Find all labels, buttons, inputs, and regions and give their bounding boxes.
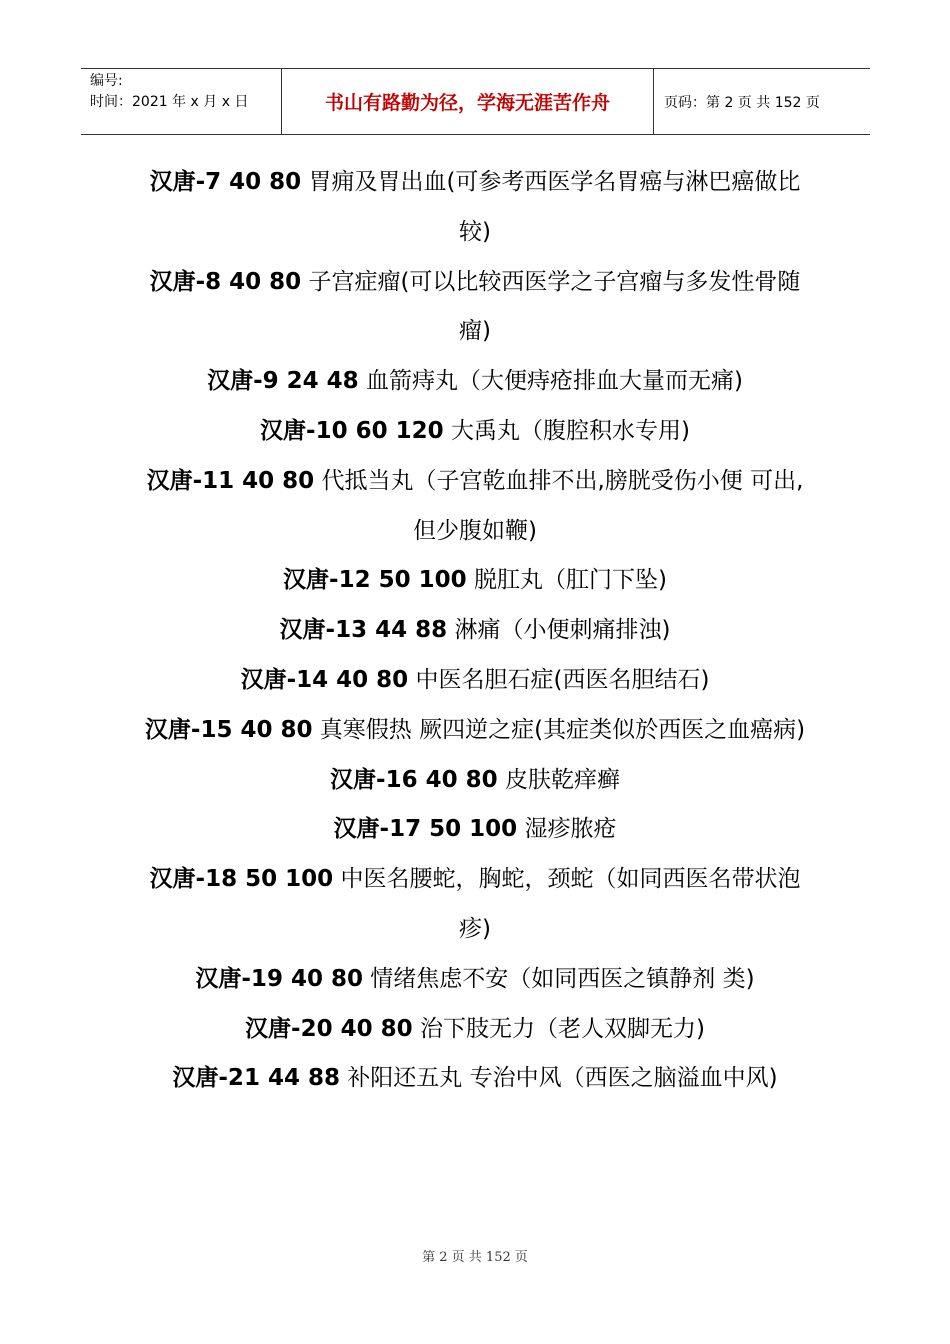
page-number-label: 页码：第 2 页 共 152 页 — [664, 94, 820, 111]
entry-item — [140, 855, 810, 955]
entry-item — [140, 357, 810, 407]
entry-code: 汉唐-7 40 80 — [149, 169, 302, 195]
entry-text: 补阳还五丸 专治中风（西医之脑溢血中风) — [339, 1065, 778, 1092]
entry-text: 代抵当丸（子宫乾血排不出,膀胱受伤小便 可出,但少腹如鞭) — [314, 467, 804, 544]
document-body — [140, 158, 810, 1104]
entry-code: 汉唐-11 40 80 — [146, 467, 315, 494]
entry-item — [140, 805, 810, 855]
entry-item — [140, 1054, 810, 1104]
entry-text: 治下肢无力（老人双脚无力) — [412, 1015, 705, 1042]
entry-code: 汉唐-18 50 100 — [149, 866, 334, 893]
entry-item — [140, 756, 810, 806]
motto-text: 书山有路勤为径，学海无涯苦作舟 — [324, 92, 610, 114]
header-page-cell — [654, 69, 870, 134]
entry-item — [140, 1005, 810, 1055]
entry-item — [140, 457, 810, 557]
entry-text: 血箭痔丸（大便痔疮排血大量而无痛) — [358, 368, 743, 395]
entry-text: 情绪焦虑不安（如同西医之镇静剂 类) — [362, 965, 755, 992]
entry-text: 皮肤乾痒癣 — [497, 766, 620, 793]
entry-text: 中医名腰蛇，胸蛇，颈蛇（如同西医名带状泡疹) — [333, 866, 801, 942]
entry-text: 胃痈及胃出血(可参考西医学名胃癌与淋巴癌做比较) — [301, 169, 801, 245]
serial-label: 编号: — [90, 73, 123, 89]
entry-code: 汉唐-12 50 100 — [283, 567, 467, 594]
entry-text: 湿疹脓疮 — [517, 816, 617, 843]
entry-code: 汉唐-16 40 80 — [330, 766, 498, 793]
entry-code: 汉唐-19 40 80 — [195, 965, 363, 992]
entry-text: 真寒假热 厥四逆之症(其症类似於西医之血癌病) — [312, 716, 806, 743]
page-header — [81, 68, 870, 135]
entry-text: 淋痛（小便刺痛排浊) — [447, 617, 671, 644]
entry-code: 汉唐-9 24 48 — [207, 368, 359, 395]
entry-text: 中医名胆石症(西医名胆结石) — [408, 666, 710, 693]
page-footer: 第 2 页 共 152 页 — [422, 1250, 528, 1265]
entry-item — [140, 158, 810, 258]
entry-item — [140, 955, 810, 1005]
entry-code: 汉唐-15 40 80 — [144, 716, 313, 743]
entry-item — [140, 706, 810, 756]
entry-item — [140, 606, 810, 656]
entry-item — [140, 556, 810, 606]
entry-code: 汉唐-8 40 80 — [149, 268, 302, 295]
entry-item — [140, 407, 810, 457]
entry-code: 汉唐-14 40 80 — [240, 666, 409, 693]
header-motto-cell — [282, 69, 654, 134]
entry-code: 汉唐-21 44 88 — [172, 1065, 340, 1092]
entry-item — [140, 258, 810, 358]
entry-text: 子宫症瘤(可以比较西医学之子宫瘤与多发性骨随瘤) — [301, 268, 801, 345]
header-meta-cell — [81, 69, 282, 134]
entry-code: 汉唐-17 50 100 — [333, 816, 518, 843]
entry-code: 汉唐-13 44 88 — [279, 617, 448, 644]
entry-text: 脱肛丸（肛门下坠) — [466, 567, 667, 594]
entry-code: 汉唐-10 60 120 — [260, 417, 444, 444]
time-label: 时间：2021 年 x 月 x 日 — [90, 94, 249, 110]
entry-code: 汉唐-20 40 80 — [245, 1015, 413, 1042]
entry-item — [140, 656, 810, 706]
entry-text: 大禹丸（腹腔积水专用) — [443, 417, 690, 444]
